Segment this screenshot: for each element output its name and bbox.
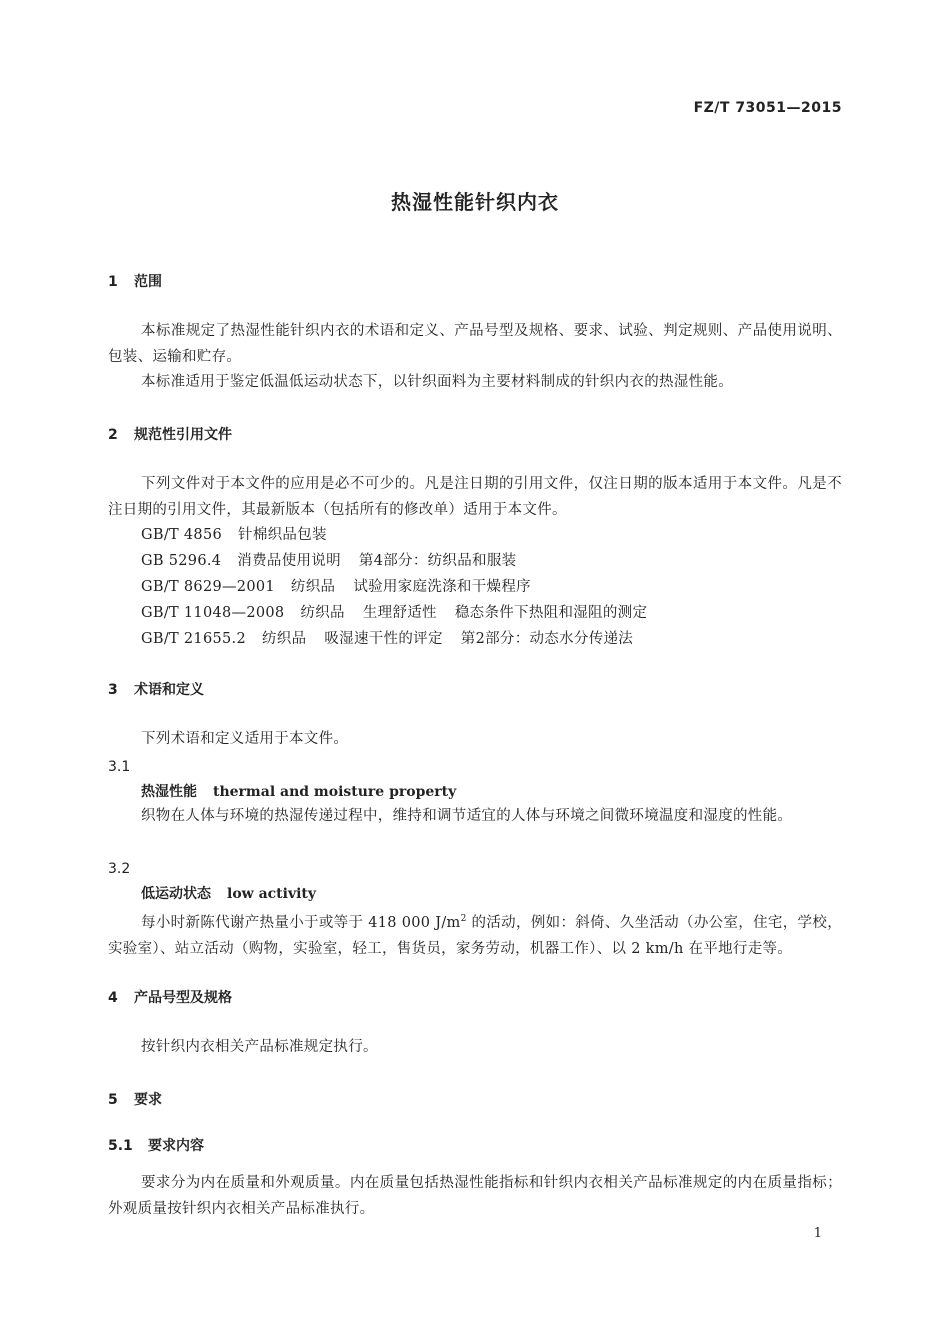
reference-item bbox=[141, 626, 651, 652]
reference-code: GB/T 4856 bbox=[141, 527, 223, 543]
reference-title-part: 生理舒适性 bbox=[362, 605, 437, 621]
section-title: 规范性引用文件 bbox=[134, 427, 232, 443]
section-number: 5 bbox=[108, 1092, 118, 1108]
standard-number: FZ/T 73051—2015 bbox=[693, 100, 842, 116]
reference-title: 纺织品 bbox=[261, 631, 307, 647]
section-number: 4 bbox=[108, 990, 118, 1006]
reference-item bbox=[141, 574, 549, 600]
section-1-paragraph-2: 本标准适用于鉴定低温低运动状态下，以针织面料为主要材料制成的针织内衣的热湿性能。 bbox=[141, 374, 733, 390]
term-entry bbox=[141, 884, 316, 904]
section-number: 3 bbox=[108, 682, 118, 698]
section-1-heading bbox=[108, 272, 162, 292]
term-definition: 织物在人体与环境的热湿传递过程中，维持和调节适宜的人体与环境之间微环境温度和湿度的性能。 bbox=[141, 808, 793, 824]
reference-title-part: 吸湿速干性的评定 bbox=[324, 631, 443, 647]
section-1-paragraph-1: 本标准规定了热湿性能针织内衣的术语和定义、产品号型及规格、要求、试验、判定规则、产品使用说明、包装、运输和贮存。 bbox=[108, 323, 842, 365]
subsection-5-1-paragraph-1: 要求分为内在质量和外观质量。内在质量包括热湿性能指标和针织内衣相关产品标准规定的内在质量指标；外观质量按针织内衣相关产品标准执行。 bbox=[108, 1175, 842, 1217]
section-2-heading bbox=[108, 425, 232, 445]
document-title: 热湿性能针织内衣 bbox=[391, 190, 559, 214]
reference-title: 纺织品 bbox=[300, 605, 345, 621]
definition-text: 每小时新陈代谢产热量小于或等于 418 000 J/m bbox=[141, 914, 461, 931]
reference-title: 消费品使用说明 bbox=[237, 553, 341, 569]
reference-item bbox=[141, 600, 665, 626]
reference-title: 纺织品 bbox=[290, 579, 336, 595]
superscript: 2 bbox=[460, 914, 467, 924]
reference-code: GB/T 11048—2008 bbox=[141, 605, 285, 621]
reference-code: GB/T 21655.2 bbox=[141, 631, 246, 647]
section-3-heading bbox=[108, 680, 204, 700]
reference-item bbox=[141, 522, 345, 548]
term-entry bbox=[141, 782, 456, 802]
term-definition bbox=[108, 906, 842, 962]
reference-title-part: 第4部分：纺织品和服装 bbox=[358, 553, 517, 569]
section-title: 术语和定义 bbox=[134, 682, 204, 698]
term-chinese: 低运动状态 bbox=[141, 886, 211, 902]
reference-title-part: 试验用家庭洗涤和干燥程序 bbox=[353, 579, 531, 595]
section-title: 产品号型及规格 bbox=[134, 990, 232, 1006]
section-3-paragraph-1: 下列术语和定义适用于本文件。 bbox=[141, 731, 349, 747]
section-5-heading bbox=[108, 1090, 162, 1110]
reference-item bbox=[141, 548, 534, 574]
section-2-paragraph-1: 下列文件对于本文件的应用是必不可少的。凡是注日期的引用文件，仅注日期的版本适用于本文件。凡是不注日期的引用文件，其最新版本（包括所有的修改单）适用于本文件。 bbox=[108, 476, 842, 518]
section-number: 2 bbox=[108, 427, 118, 443]
reference-code: GB 5296.4 bbox=[141, 553, 222, 569]
reference-title: 针棉织品包装 bbox=[238, 527, 327, 543]
page-number: 1 bbox=[813, 1226, 822, 1241]
term-english: thermal and moisture property bbox=[213, 784, 457, 800]
reference-title-part: 第2部分：动态水分传递法 bbox=[460, 631, 634, 647]
clause-number: 3.1 bbox=[108, 759, 131, 775]
section-title: 要求内容 bbox=[148, 1138, 204, 1154]
reference-code: GB/T 8629—2001 bbox=[141, 579, 275, 595]
section-number: 5.1 bbox=[108, 1138, 133, 1154]
section-title: 要求 bbox=[134, 1092, 162, 1108]
section-4-heading bbox=[108, 988, 232, 1008]
reference-title-part: 稳态条件下热阻和湿阻的测定 bbox=[454, 605, 648, 621]
clause-number: 3.2 bbox=[108, 861, 131, 877]
definition-text-cont: 的活动，例如：斜倚、久坐活动（办公室，住宅，学校，实验室）、站立活动（购物，实验室，轻工，售货员，家务劳动，机器工作）、以 2 km/h 在平地行走等。 bbox=[108, 914, 842, 957]
subsection-5-1-heading bbox=[108, 1136, 204, 1156]
section-number: 1 bbox=[108, 274, 118, 290]
term-english: low activity bbox=[227, 886, 317, 902]
term-chinese: 热湿性能 bbox=[141, 784, 197, 800]
section-title: 范围 bbox=[134, 274, 162, 290]
section-4-paragraph-1: 按针织内衣相关产品标准规定执行。 bbox=[141, 1039, 378, 1055]
